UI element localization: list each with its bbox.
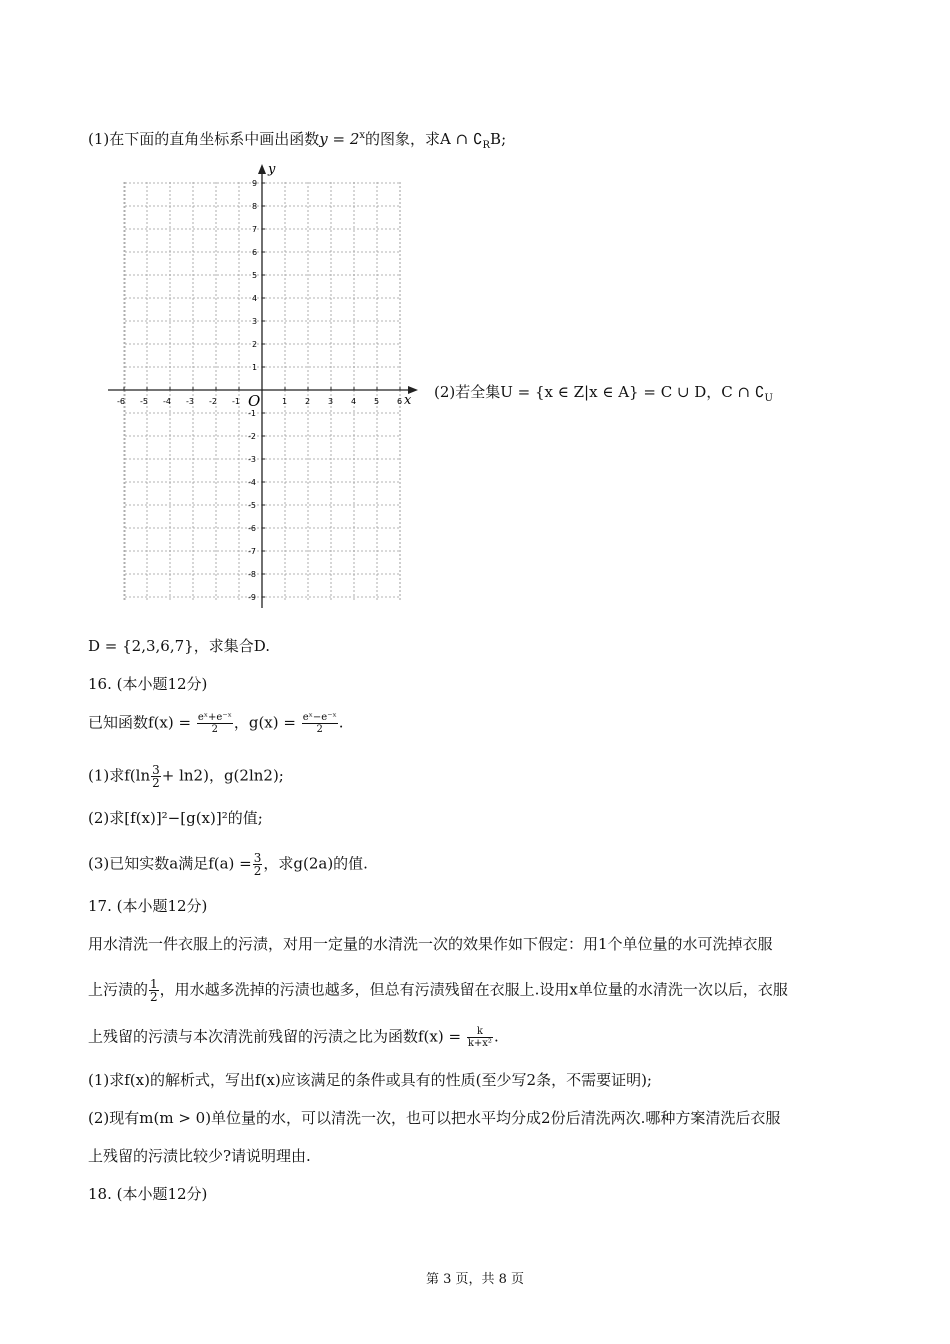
q17-l2-den: 2 [150, 990, 158, 1004]
q15-part2-text: (2)若全集 [434, 383, 501, 401]
y-tick-label: 9 [252, 179, 258, 188]
q15-part1-exp: x [359, 130, 366, 141]
q16-g-frac [302, 712, 338, 735]
q16-part1 [88, 764, 284, 789]
q17-part2-cont: 上残留的污渍比较少?请说明理由. [88, 1147, 311, 1165]
q17-l2-num: 1 [150, 977, 158, 991]
y-tick-label: 7 [252, 225, 258, 234]
q17-part2: (2)现有m(m > 0)单位量的水，可以清洗一次，也可以把水平均分成2份后清洗两次.哪种方案清洗后衣服 [88, 1109, 781, 1127]
q17-l3-frac [467, 1026, 493, 1049]
x-tick-label: 2 [305, 397, 311, 406]
q15-part1-sub: R [482, 140, 491, 151]
y-tick-label: -2 [248, 432, 256, 441]
q17-line1: 用水清洗一件衣服上的污渍，对用一定量的水清洗一次的效果作如下假定：用1个单位量的水可洗掉衣服 [88, 935, 773, 953]
q16-stem-a: 已知函数 [88, 713, 149, 732]
q16-p1-frac [151, 764, 161, 789]
y-tick-label: -4 [248, 478, 256, 487]
x-axis-label: x [404, 393, 412, 408]
q16-p1-num: 3 [152, 763, 160, 777]
q16-p1-a: (1)求f(ln [88, 766, 151, 785]
q16-stem-end: . [338, 713, 344, 732]
q16-p3-den: 2 [253, 864, 262, 878]
q15-part2 [434, 382, 773, 409]
y-axis-arrow [258, 164, 266, 174]
y-tick-label: 5 [252, 271, 258, 280]
y-tick-label: -9 [248, 593, 256, 602]
y-tick-label: -1 [248, 409, 256, 418]
y-tick-label: 4 [252, 294, 258, 303]
q16-part3 [88, 852, 368, 877]
q16-stem [88, 712, 344, 735]
y-tick-label: -8 [248, 570, 256, 579]
x-tick-label: -1 [232, 397, 240, 406]
q16-g-den: 2 [316, 724, 323, 735]
q18-header: 18. (本小题12分) [88, 1185, 208, 1203]
q17-l2-a: 上污渍的 [88, 980, 149, 999]
x-tick-label: -5 [140, 397, 148, 406]
q15-part1-func: y = 2 [319, 130, 360, 148]
q16-header: 16. (本小题12分) [88, 675, 208, 693]
x-tick-label: -6 [117, 397, 125, 406]
q17-header: 17. (本小题12分) [88, 897, 208, 915]
q17-l3-num: k [467, 1026, 493, 1038]
q16-g-num: eˣ−e⁻ˣ [302, 712, 337, 723]
q16-p1-den: 2 [152, 776, 160, 790]
q15-part2-cont: D = {2,3,6,7}，求集合D. [88, 637, 270, 655]
q15-part2-sub: U [764, 393, 773, 404]
q17-l3-b: . [493, 1027, 499, 1046]
y-tick-label: -5 [248, 501, 256, 510]
q17-l2-frac [149, 978, 159, 1003]
coordinate-grid [100, 160, 430, 610]
y-axis-label: y [268, 162, 276, 177]
q17-l3-den: k+x² [467, 1038, 492, 1049]
q16-p3-num: 3 [253, 851, 262, 865]
q15-part1-text: (1)在下面的直角坐标系中画出函数 [88, 130, 320, 148]
x-tick-label: 6 [397, 397, 403, 406]
y-tick-label: 8 [252, 202, 258, 211]
x-tick-label: 1 [282, 397, 288, 406]
y-tick-label: 6 [252, 248, 258, 257]
y-tick-label: -3 [248, 455, 256, 464]
q17-line3 [88, 1026, 499, 1049]
x-tick-label: -4 [163, 397, 171, 406]
q15-part1-set: A ∩ ∁ [440, 130, 483, 148]
q16-p3-b: ，求g(2a)的值. [263, 854, 368, 873]
q15-part1 [88, 126, 506, 156]
q17-l2-b: ，用水越多洗掉的污渍也越多，但总有污渍残留在衣服上.设用x单位量的水清洗一次以后，衣服 [159, 980, 788, 999]
q15-part1-text2: 的图象，求 [365, 130, 441, 148]
x-tick-label: -2 [209, 397, 217, 406]
origin-label: O [248, 392, 261, 410]
q16-f-frac [197, 712, 233, 735]
q16-p3-frac [253, 852, 263, 877]
q17-l3-a: 上残留的污渍与本次清洗前残留的污渍之比为函数f(x) = [88, 1027, 462, 1046]
x-tick-label: 4 [351, 397, 357, 406]
y-tick-label: 1 [252, 363, 258, 372]
q15-part2-math: U = {x ∈ Z|x ∈ A} = C ∪ D，C ∩ ∁ [500, 383, 765, 401]
x-tick-label: -3 [186, 397, 194, 406]
q16-p1-b: + ln2)，g(2ln2); [161, 766, 284, 785]
q15-part1-end: B; [490, 130, 507, 148]
q16-f-den: 2 [211, 724, 219, 735]
q16-f-num: eˣ+e⁻ˣ [197, 712, 232, 723]
q16-g-lhs: ，g(x) = [233, 713, 296, 732]
y-tick-label: 3 [252, 317, 258, 326]
x-tick-label: 3 [328, 397, 334, 406]
y-tick-label: -7 [248, 547, 256, 556]
x-tick-label: 5 [374, 397, 380, 406]
q16-p3-a: (3)已知实数a满足f(a) = [88, 854, 252, 873]
y-tick-label: 2 [252, 340, 258, 349]
q17-line2 [88, 978, 788, 1003]
q17-part1: (1)求f(x)的解析式，写出f(x)应该满足的条件或具有的性质(至少写2条，不需要证明); [88, 1071, 652, 1089]
q16-f-lhs: f(x) = [148, 713, 192, 732]
page-footer: 第 3 页，共 8 页 [425, 1272, 525, 1287]
y-tick-label: -6 [248, 524, 256, 533]
q16-part2: (2)求[f(x)]²−[g(x)]²的值; [88, 809, 263, 827]
